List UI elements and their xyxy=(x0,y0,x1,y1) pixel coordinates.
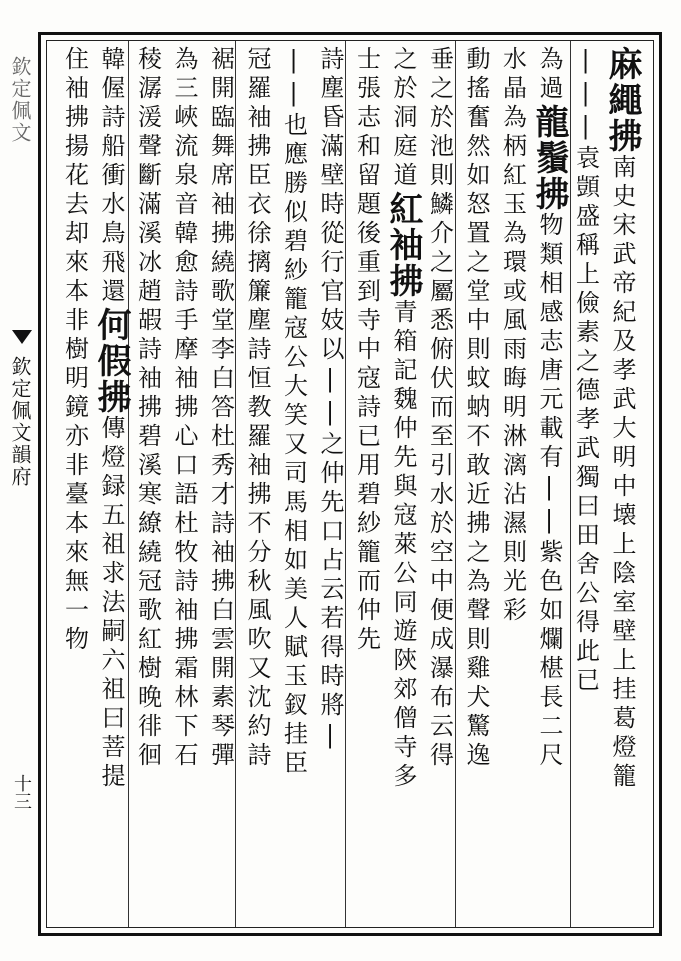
text-column-13 xyxy=(168,46,201,924)
column-text: 留題後重到寺中寇詩已用碧紗籠而仲先 xyxy=(352,162,381,655)
headword: 紅袖拂 xyxy=(383,191,423,299)
column-text: 垂之於池則鱗介之屬悉俯伏而至引水於空中便成瀑布云得 xyxy=(425,46,454,771)
column-text: 稜潺湲聲斷滿溪冰趙嘏詩袖拂碧溪寒繚繞冠歌紅樹晚徘徊 xyxy=(133,46,162,771)
column-text: 住袖拂揚花去却來 xyxy=(60,46,89,278)
text-column-2 xyxy=(569,46,602,924)
column-text: 為過 xyxy=(535,46,563,104)
column-text: 之於洞庭道 xyxy=(389,46,417,191)
column-text: 物類相感志唐元載有||紫色如爛椹長二尺 xyxy=(535,212,563,771)
book-title: 欽定佩文韻府 xyxy=(8,356,32,488)
page-number: 十三 xyxy=(11,774,32,810)
column-text: 詩塵昏滿壁時從行官妓以||之仲先口占云若得時將| xyxy=(316,46,344,754)
text-column-12 xyxy=(204,46,237,924)
text-column-14 xyxy=(131,46,164,924)
column-text: 動搖奮然如怒置之堂中則蚊蚋不敢近拂之為聲則雞犬驚逸 xyxy=(462,46,490,771)
fish-tail-ornament xyxy=(12,330,32,344)
text-column-11 xyxy=(241,46,274,924)
text-column-8 xyxy=(350,46,383,924)
faded-title: 欽定佩文 xyxy=(8,56,32,144)
text-column-5 xyxy=(460,46,493,924)
text-column-1 xyxy=(602,46,642,924)
headword: 何假拂 xyxy=(91,307,131,415)
headword: 龍鬚拂 xyxy=(529,104,569,212)
column-text: |||袁顗盛稱上儉素之德孝武獨曰田舍公得此已 xyxy=(571,46,600,696)
text-column-3 xyxy=(529,46,569,924)
page-margin-sidebar xyxy=(2,36,34,936)
column-rule xyxy=(128,41,129,927)
column-text: 南史宋武帝紀及孝武大明中壊上陰室壁上挂葛燈籠 xyxy=(608,154,636,792)
text-column-16 xyxy=(58,46,91,924)
column-text: ||也應勝似碧紗籠寇公大笑又司馬相如美人賦玉釵挂臣 xyxy=(279,46,308,779)
text-column-7 xyxy=(383,46,423,924)
column-text: 冠羅袖拂臣衣徐摛簾塵詩恒教羅袖拂不分秋風吹又沈約詩 xyxy=(243,46,271,771)
text-column-10 xyxy=(277,46,310,924)
text-column-6 xyxy=(423,46,456,924)
text-column-4 xyxy=(496,46,529,924)
column-text: 士張志和 xyxy=(352,46,381,162)
headword: 麻繩拂 xyxy=(602,46,642,154)
column-text: 本非樹明鏡亦非臺本來無一物 xyxy=(60,278,89,655)
column-text: 青箱記魏仲先與寇萊公同遊陝郊僧寺多 xyxy=(389,299,417,792)
text-column-9 xyxy=(314,46,347,924)
text-column-15 xyxy=(91,46,131,924)
column-text: 水晶為柄紅玉為環或風雨晦明淋漓沾濕則光彩 xyxy=(498,46,527,626)
column-text: 傳燈録五祖求法嗣六祖曰菩提 xyxy=(97,415,125,792)
column-text: 裾開臨舞席袖拂繞歌堂李白答杜秀才詩袖拂白雲開素琴彈 xyxy=(206,46,235,771)
column-text: 為三峽流泉音韓愈詩手摩袖拂心口語杜牧詩袖拂霜林下石 xyxy=(170,46,198,771)
column-text: 韓偓詩船衝水鳥飛還 xyxy=(97,46,125,307)
